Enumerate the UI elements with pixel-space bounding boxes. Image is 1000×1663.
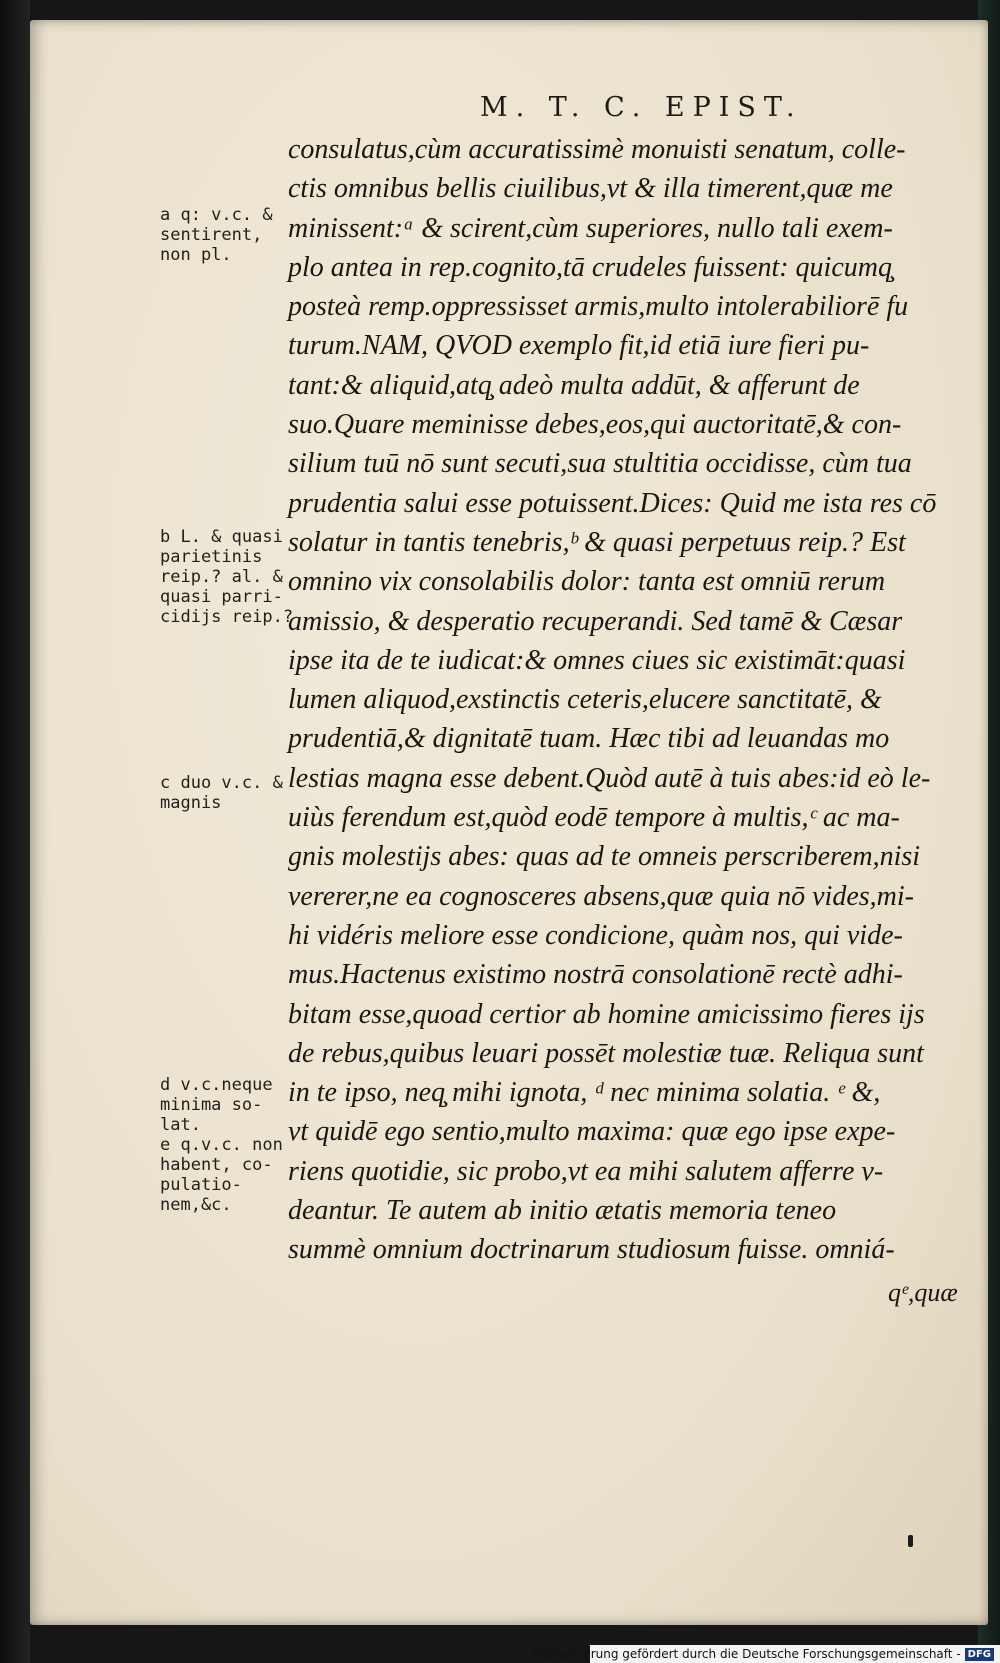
text-line: consulatus,cùm accuratissimè monuisti senatum, colle-: [288, 134, 906, 165]
note-line: quasi parri-: [160, 587, 283, 607]
text-line: lestias magna esse debent.Quòd autē à tuis abes:id eò le-: [288, 762, 931, 794]
text-line: ctis omnibus bellis ciuilibus,vt & illa timerent,quæ me: [288, 173, 893, 205]
note-line: magnis: [160, 793, 222, 813]
note-line: non pl.: [160, 245, 232, 265]
note-line: parietinis: [160, 547, 263, 567]
note-line: minima so-: [160, 1095, 263, 1115]
text-line: prudentia salui esse potuissent.Dices: Quid me ista res cō: [288, 487, 937, 519]
note-line: lat.: [160, 1115, 201, 1135]
text-line: prudentiā,& dignitatē tuam. Hæc tibi ad leuandas mo: [288, 723, 890, 755]
catchword: qᵉ,quæ: [888, 1278, 958, 1307]
dfg-logo-icon: DFG: [965, 1648, 994, 1661]
text-line: amissio, & desperatio recuperandi. Sed tamē & Cæsar: [288, 605, 903, 637]
text-line: summè omnium doctrinarum studiosum fuisse. omniá-: [288, 1234, 895, 1266]
note-line: e q.v.c. non: [160, 1135, 283, 1155]
note-line: pulatio-: [160, 1175, 242, 1195]
note-line: sentirent,: [160, 225, 263, 245]
note-line: habent, co-: [160, 1155, 273, 1175]
book-page: [30, 20, 988, 1625]
note-line: nem,&c.: [160, 1195, 232, 1215]
credit-text: Digitalisierung gefördert durch die Deutsche Forschungsgemeinschaft -: [531, 1647, 961, 1661]
note-line: d v.c.neque: [160, 1075, 273, 1095]
text-line: lumen aliquod,exstinctis ceteris,elucere sanctitatē, &: [288, 684, 882, 716]
scan-edge-left: [0, 0, 30, 1663]
text-line: ipse ita de te iudicat:& omnes ciues sic existimāt:quasi: [288, 644, 906, 676]
text-line: plo antea in rep.cognito,tā crudeles fuissent: quicumq̧: [288, 251, 892, 283]
text-line: vererer,ne ea cognosceres absens,quæ quia nō vides,mi-: [288, 880, 914, 912]
digitization-credit-bar: [531, 1645, 1000, 1663]
text-line: omnino vix consolabilis dolor: tanta est omniū rerum: [288, 566, 886, 598]
text-line: de rebus,quibus leuari possēt molestiæ tuæ. Reliqua sunt: [288, 1037, 924, 1069]
text-line: riens quotidie, sic probo,vt ea mihi salutem afferre v-: [288, 1155, 884, 1187]
text-line: minissent:ᵃ & scirent,cùm superiores, nullo tali exem-: [288, 212, 893, 244]
text-line: uiùs ferendum est,quòd eodē tempore à multis,ᶜ ac ma-: [288, 802, 900, 834]
text-line: bitam esse,quoad certior ab homine amicissimo fieres ijs: [288, 998, 925, 1030]
text-line: vt quidē ego sentio,multo maxima: quæ ego ipse expe-: [288, 1116, 896, 1148]
ink-spot: [908, 1535, 913, 1547]
text-line: gnis molestijs abes: quas ad te omneis perscriberem,nisi: [288, 841, 921, 873]
running-head: M. T. C. EPIST.: [480, 92, 803, 123]
note-line: reip.? al. &: [160, 567, 283, 587]
note-line: a q: v.c. &: [160, 205, 273, 225]
text-line: hi vidéris meliore esse condicione, quàm nos, qui vide-: [288, 919, 903, 951]
text-line: suo.Quare meminisse debes,eos,qui auctoritatē,& con-: [288, 409, 902, 441]
text-line: solatur in tantis tenebris,ᵇ & quasi perpetuus reip.? Est: [288, 526, 906, 558]
text-line: posteà remp.oppressisset armis,multo intolerabiliorē fu: [288, 291, 909, 323]
text-line: in te ipso, neq̧ mihi ignota, ᵈ nec minima solatia. ᵉ &,: [288, 1077, 881, 1109]
text-line: mus.Hactenus existimo nostrā consolationē rectè adhi-: [288, 959, 903, 991]
note-line: c duo v.c. &: [160, 773, 283, 793]
main-text: [288, 130, 968, 1270]
text-line: tant:& aliquid,atq̧ adeò multa addūt, & afferunt de: [288, 369, 860, 401]
text-line: turum.NAM, QVOD exemplo fit,id etiā iure fieri pu-: [288, 330, 870, 362]
note-line: b L. & quasi: [160, 527, 283, 547]
note-line: cidijs reip.?: [160, 607, 294, 627]
text-line: silium tuū nō sunt secuti,sua stultitia occidisse, cùm tua: [288, 448, 912, 480]
text-line: deantur. Te autem ab initio ætatis memoria teneo: [288, 1195, 837, 1227]
